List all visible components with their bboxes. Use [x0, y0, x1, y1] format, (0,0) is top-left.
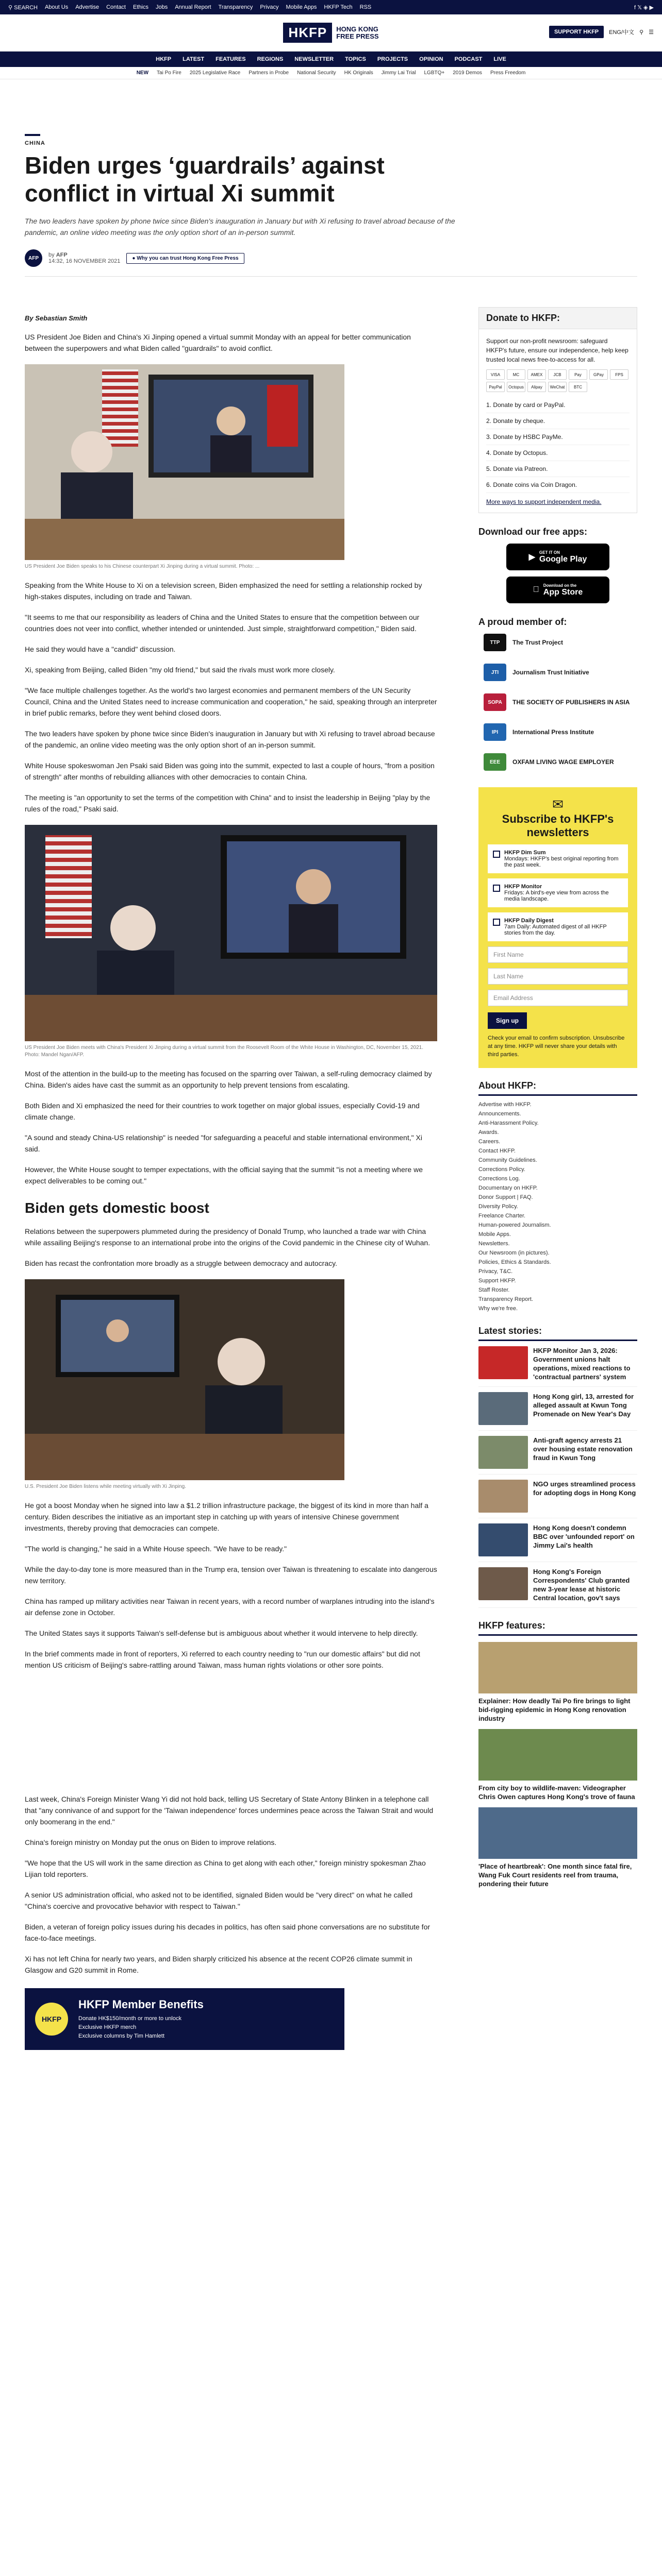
about-link[interactable]: Transparency Report. [478, 1296, 533, 1302]
about-link[interactable]: Policies, Ethics & Standards. [478, 1259, 551, 1265]
latest-list [478, 1341, 637, 1608]
paragraph: While the day-to-day tone is more measured than in the Trump era, tension over Taiwan is threatening to escalate into dangerous new territory. [25, 1565, 437, 1585]
nav-item[interactable]: OPINION [419, 56, 443, 62]
feature-item[interactable]: 'Place of heartbreak': One month since fatal fire, Wang Fuk Court residents reel from trauma, pondering their future [478, 1807, 637, 1888]
topic-link[interactable]: 2019 Demos [453, 70, 482, 76]
paragraph: He got a boost Monday when he signed into law a $1.2 trillion infrastructure package, the biggest of its kind in more than half a century. Biden describes the initiative as an important step in catching up with years of intensive Chinese government investments, thereby proving that democracies can compete. [25, 1501, 428, 1532]
member-item[interactable]: SOPA THE SOCIETY OF PUBLISHERS IN ASIA [478, 687, 637, 717]
checkbox[interactable] [493, 919, 500, 926]
donate-option[interactable]: 3. Donate by HSBC PayMe. [486, 429, 630, 445]
paragraph: Last week, China's Foreign Minister Wang Yi did not hold back, telling US Secretary of State Antony Blinken in a telephone call that "any connivance of and support for the 'Taiwan independence' forces undermines peace across the Taiwan Strait and would only boomerang in the end." [25, 1795, 434, 1826]
figure-caption: US President Joe Biden speaks to his Chinese counterpart Xi Jinping during a virtual summit. Photo: ... [25, 564, 260, 569]
about-link[interactable]: Human-powered Journalism. [478, 1222, 551, 1228]
about-link[interactable]: Why we're free. [478, 1306, 518, 1312]
ad-space [25, 1671, 437, 1784]
topbar-link[interactable]: HKFP Tech [324, 4, 353, 10]
topbar-link[interactable]: Jobs [155, 4, 168, 10]
about-link[interactable]: Donor Support | FAQ. [478, 1194, 533, 1200]
figure [25, 364, 344, 570]
topic-link[interactable]: 2025 Legislative Race [189, 70, 241, 76]
about-link[interactable]: Mobile Apps. [478, 1231, 511, 1238]
menu-icon[interactable]: ☰ [649, 29, 654, 36]
topbar-link[interactable]: Ethics [133, 4, 148, 10]
donate-intro: Support our non-profit newsroom: safeguard HKFP's future, ensure our independence, help keep trusted local news free-to-access for all. [486, 337, 628, 363]
member-benefits-banner[interactable] [25, 1988, 344, 2050]
newsletter-option[interactable]: HKFP Daily Digest 7am Daily: Automated digest of all HKFP stories from the day. [488, 912, 628, 941]
google-play-button[interactable]: ▶ GET IT ON Google Play [506, 544, 609, 570]
figure [25, 1279, 344, 1490]
article-date: 14:32, 16 NOVEMBER 2021 [48, 258, 121, 264]
article-wrap [25, 134, 637, 2039]
about-link[interactable]: Announcements. [478, 1111, 521, 1117]
nav-item[interactable]: LATEST [183, 56, 205, 62]
topic-link[interactable]: Tai Po Fire [157, 70, 181, 76]
topbar-link[interactable]: About Us [44, 4, 69, 10]
paragraph: In the brief comments made in front of reporters, Xi referred to each country needing to "run our domestic affairs" but did not mention US criticism of Beijing's sabre-rattling around Taiwan, mass human rights violations or other sore points. [25, 1650, 420, 1669]
about-link[interactable]: Support HKFP. [478, 1278, 516, 1284]
topic-link[interactable]: HK Originals [344, 70, 373, 76]
feature-image [478, 1642, 637, 1693]
topbar-link[interactable]: Contact [106, 4, 126, 10]
features-title: HKFP features: [478, 1620, 637, 1636]
paragraph: Xi has not left China for nearly two years, and Biden sharply criticized his absence at the recent COP26 climate summit in Glasgow and G20 summit in Rome. [25, 1955, 412, 1974]
section-heading: Biden gets domestic boost [25, 1200, 209, 1216]
article-title: Biden urges ‘guardrails’ against conflict in virtual Xi summit [25, 152, 385, 207]
byline [25, 249, 637, 267]
source-name[interactable]: AFP [56, 252, 68, 258]
story-thumb [478, 1480, 528, 1513]
about-link[interactable]: Privacy, T&C. [478, 1268, 513, 1275]
apps-title: Download our free apps: [478, 527, 588, 537]
member-item[interactable]: EEE OXFAM LIVING WAGE EMPLOYER [478, 747, 637, 777]
search-label: SEARCH [14, 4, 38, 11]
about-link[interactable]: Diversity Policy. [478, 1204, 518, 1210]
topic-link[interactable]: Press Freedom [490, 70, 526, 76]
paragraph: The United States says it supports Taiwan's self-defense but is ambiguous about whether it would intervene to help directly. [25, 1629, 418, 1637]
newsletter-option[interactable]: HKFP Monitor Fridays: A bird's-eye view from across the media landscape. [488, 878, 628, 907]
story-item[interactable]: Hong Kong doesn't condemn BBC over 'unfounded report' on Jimmy Lai's health [478, 1518, 637, 1562]
checkbox[interactable] [493, 885, 500, 892]
paragraph: "It seems to me that our responsibility as leaders of China and the United States to ensure that the competition between our countries does not veer into conflict, whether intended or unintended. Just simple, straightforward competition," Biden said. [25, 613, 420, 633]
article-category[interactable]: CHINA [25, 134, 40, 146]
main-nav [0, 52, 662, 67]
newsletter-option[interactable]: HKFP Dim Sum Mondays: HKFP's best original reporting from the past week. [488, 844, 628, 873]
member-item[interactable]: TTP The Trust Project [478, 628, 637, 657]
trust-link[interactable]: ● Why you can trust Hong Kong Free Press [126, 253, 244, 264]
about-title: About HKFP: [478, 1080, 637, 1096]
about-link[interactable]: Careers. [478, 1139, 501, 1145]
nav-item[interactable]: PODCAST [454, 56, 483, 62]
topbar-link[interactable]: Advertise [75, 4, 100, 10]
member-item[interactable]: IPI International Press Institute [478, 717, 637, 747]
topic-link[interactable]: Jimmy Lai Trial [381, 70, 416, 76]
about-link[interactable]: Awards. [478, 1129, 499, 1136]
divider [25, 276, 637, 277]
paragraph: Speaking from the White House to Xi on a television screen, Biden emphasized the need for settling a relationship rocked by high-stakes disputes, including on trade and Taiwan. [25, 581, 422, 601]
figure-caption: US President Joe Biden meets with China's President Xi Jinping during a virtual summit from the Roosevelt Room of the White House in Washington, DC, November 15, 2021. Photo: Mandel Ngan/AFP. [25, 1045, 424, 1058]
topic-link[interactable]: National Security [297, 70, 336, 76]
nav-item[interactable]: FEATURES [216, 56, 246, 62]
search-link[interactable]: ⚲ SEARCH [8, 4, 38, 11]
topic-link[interactable]: LGBTQ+ [424, 70, 445, 76]
hkfp-badge-icon: HKFP [35, 2003, 68, 2036]
avatar: AFP [25, 249, 42, 267]
newsletter-note: Check your email to confirm subscription. Unsubscribe at any time. HKFP will never share your details with third parties. [488, 1035, 625, 1058]
support-button[interactable]: SUPPORT HKFP [549, 26, 604, 38]
paragraph: Both Biden and Xi emphasized the need for their countries to work together on major global issues, especially Covid-19 and climate change. [25, 1101, 420, 1121]
newsletter-title: Subscribe to HKFP's newsletters [502, 812, 614, 839]
about-links [478, 1100, 637, 1313]
paragraph: Biden, a veteran of foreign policy issues during his decades in politics, has often said phone conversations are no substitute for face-to-face meetings. [25, 1923, 431, 1942]
about-link[interactable]: Community Guidelines. [478, 1157, 537, 1163]
language-switch[interactable]: ENG/中文 [609, 29, 635, 36]
donate-option[interactable]: 6. Donate coins via Coin Dragon. [486, 477, 630, 493]
signup-button[interactable]: Sign up [488, 1012, 527, 1029]
story-thumb [478, 1567, 528, 1600]
paragraph: China has ramped up military activities near Taiwan in recent years, with a record number of warplanes intruding into the island's air defense zone in October. [25, 1597, 435, 1617]
donate-title: Donate to HKFP: [478, 307, 637, 329]
site-logo[interactable] [283, 23, 378, 43]
mail-icon: ✉ [552, 796, 564, 812]
story-thumb [478, 1523, 528, 1556]
paragraph: The meeting is "an opportunity to set the terms of the competition with China" and to insist the leadership in Beijing "play by the rules of the road," Psaki said. [25, 793, 431, 813]
social-icons[interactable]: f 𝕏 ◈ ▶ [634, 4, 654, 11]
nav-item[interactable]: REGIONS [257, 56, 284, 62]
feature-item[interactable]: From city boy to wildlife-maven: Videographer Chris Owen captures Hong Kong's trove of fauna [478, 1729, 637, 1801]
story-thumb [478, 1436, 528, 1469]
about-link[interactable]: Our Newsroom (in pictures). [478, 1250, 550, 1256]
about-link[interactable]: Freelance Charter. [478, 1213, 526, 1219]
topbar-link[interactable]: Transparency [218, 4, 253, 10]
about-link[interactable]: Corrections Log. [478, 1176, 520, 1182]
about-link[interactable]: Contact HKFP. [478, 1148, 516, 1154]
app-store-button[interactable]: Download on the App Store [506, 577, 609, 603]
feature-image [478, 1729, 637, 1781]
member-item[interactable]: JTI Journalism Trust Initiative [478, 657, 637, 687]
about-link[interactable]: Newsletters. [478, 1241, 510, 1247]
byline-meta: by AFP 14:32, 16 NOVEMBER 2021 [48, 252, 121, 264]
figure [25, 825, 437, 1059]
nav-item[interactable]: PROJECTS [377, 56, 408, 62]
article-standfirst: The two leaders have spoken by phone twice since Biden's inauguration in January but with Xi refusing to travel abroad because of the pandemic, an online video meeting was the only option short of an in-person summit. [25, 217, 455, 236]
nav-item[interactable]: LIVE [493, 56, 506, 62]
more-ways-link[interactable]: More ways to support independent media. [486, 498, 602, 505]
feature-image [478, 1807, 637, 1859]
about-link[interactable]: Anti-Harassment Policy. [478, 1120, 539, 1126]
donate-options [486, 397, 630, 493]
site-header [0, 14, 662, 52]
email-field[interactable]: Email Address [488, 990, 628, 1006]
member-title: A proud member of: [478, 617, 567, 627]
photo-roosevelt-room [25, 825, 437, 1041]
donate-option[interactable]: 5. Donate via Patreon. [486, 461, 630, 477]
donate-option[interactable]: 4. Donate by Octopus. [486, 445, 630, 461]
paragraph: Biden has recast the confrontation more broadly as a struggle between democracy and autocracy. [25, 1259, 337, 1267]
donate-option[interactable]: 2. Donate by cheque. [486, 413, 630, 429]
utility-bar [0, 0, 662, 14]
paragraph: White House spokeswoman Jen Psaki said Biden was going into the summit, expected to last a couple of hours, "from a position of strength" after months of rebuilding alliances with other democracies to contain China. [25, 761, 435, 781]
paragraph: "The world is changing," he said in a White House speech. "We have to be ready." [25, 1545, 287, 1553]
paragraph: Relations between the superpowers plummeted during the presidency of Donald Trump, who launched a trade war with China while assailing Beijing's response to an international probe into the origins of the Covid pandemic in the Chinese city of Wuhan. [25, 1227, 431, 1247]
search-icon[interactable]: ⚲ [639, 29, 644, 36]
nav-item[interactable]: TOPICS [345, 56, 366, 62]
paragraph: "We face multiple challenges together. As the world's two largest economies and permanent members of the UN Security Council, China and the United States need to increase communication and cooperation," he said, speaking through an interpreter in brief public remarks, before they went behind closed doors. [25, 686, 437, 717]
about-link[interactable]: Advertise with HKFP. [478, 1101, 532, 1108]
paragraph: US President Joe Biden and China's Xi Jinping opened a virtual summit Monday with an appeal for better communication between the superpowers and what Biden called "guardrails" to avoid conflict. [25, 333, 411, 352]
story-item[interactable]: NGO urges streamlined process for adopting dogs in Hong Kong [478, 1475, 637, 1518]
donate-box [478, 329, 637, 513]
photo-biden-listens [25, 1279, 344, 1480]
new-badge: NEW [136, 70, 149, 76]
paragraph: China's foreign ministry on Monday put the onus on Biden to improve relations. [25, 1838, 277, 1846]
feature-item[interactable]: Explainer: How deadly Tai Po fire brings to light bid-rigging epidemic in Hong Kong renovation industry [478, 1642, 637, 1723]
topbar-link[interactable]: Mobile Apps [286, 4, 317, 10]
paragraph: "We hope that the US will work in the same direction as China to get along with each other," foreign ministry spokesman Zhao Lijian told reporters. [25, 1859, 426, 1878]
latest-title: Latest stories: [478, 1326, 637, 1341]
checkbox[interactable] [493, 851, 500, 858]
topbar-link[interactable]: Privacy [260, 4, 279, 10]
logo-mark: HKFP [283, 23, 332, 43]
nav-item[interactable]: NEWSLETTER [294, 56, 334, 62]
story-thumb [478, 1392, 528, 1425]
figure-caption: U.S. President Joe Biden listens while meeting virtually with Xi Jinping. [25, 1484, 186, 1489]
paragraph: Xi, speaking from Beijing, called Biden "my old friend," but said the rivals must work more closely. [25, 666, 335, 674]
header-actions [549, 26, 654, 38]
paragraph: He said they would have a "candid" discussion. [25, 645, 176, 653]
about-link[interactable]: Corrections Policy. [478, 1166, 525, 1173]
story-item[interactable]: Hong Kong's Foreign Correspondents' Club granted new 3-year lease at historic Central location, gov't says [478, 1562, 637, 1608]
article-body [25, 307, 437, 2050]
story-item[interactable]: Anti-graft agency arrests 21 over housing estate renovation fraud in Kwun Tong [478, 1431, 637, 1475]
author: By Sebastian Smith [25, 314, 88, 322]
topic-nav [0, 67, 662, 79]
topic-link[interactable]: Partners in Probe [249, 70, 289, 76]
topbar-link[interactable]: RSS [359, 4, 372, 10]
first-name-field[interactable]: First Name [488, 946, 628, 963]
paragraph: However, the White House sought to temper expectations, with the official saying that the summit "is not a meeting where we expect deliverables to be coming out." [25, 1165, 423, 1185]
story-item[interactable]: HKFP Monitor Jan 3, 2026: Government unions halt operations, mixed reactions to 'contractual partners' system [478, 1341, 637, 1387]
paragraph: The two leaders have spoken by phone twice since Biden's inauguration in January but with Xi refusing to travel abroad because of the pandemic, an online video meeting was the only option short of an in-person summit. [25, 730, 435, 749]
sidebar [478, 307, 637, 1888]
story-thumb [478, 1346, 528, 1379]
about-link[interactable]: Documentary on HKFP. [478, 1185, 538, 1191]
donate-option[interactable]: 1. Donate by card or PayPal. [486, 397, 630, 413]
nav-item[interactable]: HKFP [156, 56, 172, 62]
payment-methods: VISA MC AMEX JCB Pay GPay FPS PayPal Octopus Alipay WeChat BTC [486, 369, 630, 392]
paragraph: Most of the attention in the build-up to the meeting has focused on the sparring over Taiwan, a self-ruling democracy claimed by China. Biden's aides have cast the summit as an opportunity to help prevent tensions from escalating. [25, 1070, 432, 1089]
story-item[interactable]: Hong Kong girl, 13, arrested for alleged assault at Kwun Tong Promenade on New Year's Day [478, 1387, 637, 1431]
photo-biden-xi-summit [25, 364, 344, 560]
paragraph: A senior US administration official, who asked not to be identified, signaled Biden would be "very direct" on what he called "China's coercive and provocative behavior with respect to Taiwan." [25, 1891, 413, 1910]
topbar-link[interactable]: Annual Report [175, 4, 211, 10]
about-link[interactable]: Staff Roster. [478, 1287, 510, 1293]
banner-lines: Donate HK$150/month or more to unlock Exclusive HKFP merch Exclusive columns by Tim Hamlett [78, 2015, 181, 2039]
paragraph: "A sound and steady China-US relationship" is needed "for safeguarding a peaceful and stable international environment," Xi said. [25, 1133, 422, 1153]
logo-text: HONG KONG FREE PRESS [336, 25, 379, 40]
member-list [478, 628, 637, 777]
last-name-field[interactable]: Last Name [488, 968, 628, 985]
banner-title: HKFP Member Benefits [78, 1997, 204, 2011]
newsletter-box [478, 787, 637, 1068]
